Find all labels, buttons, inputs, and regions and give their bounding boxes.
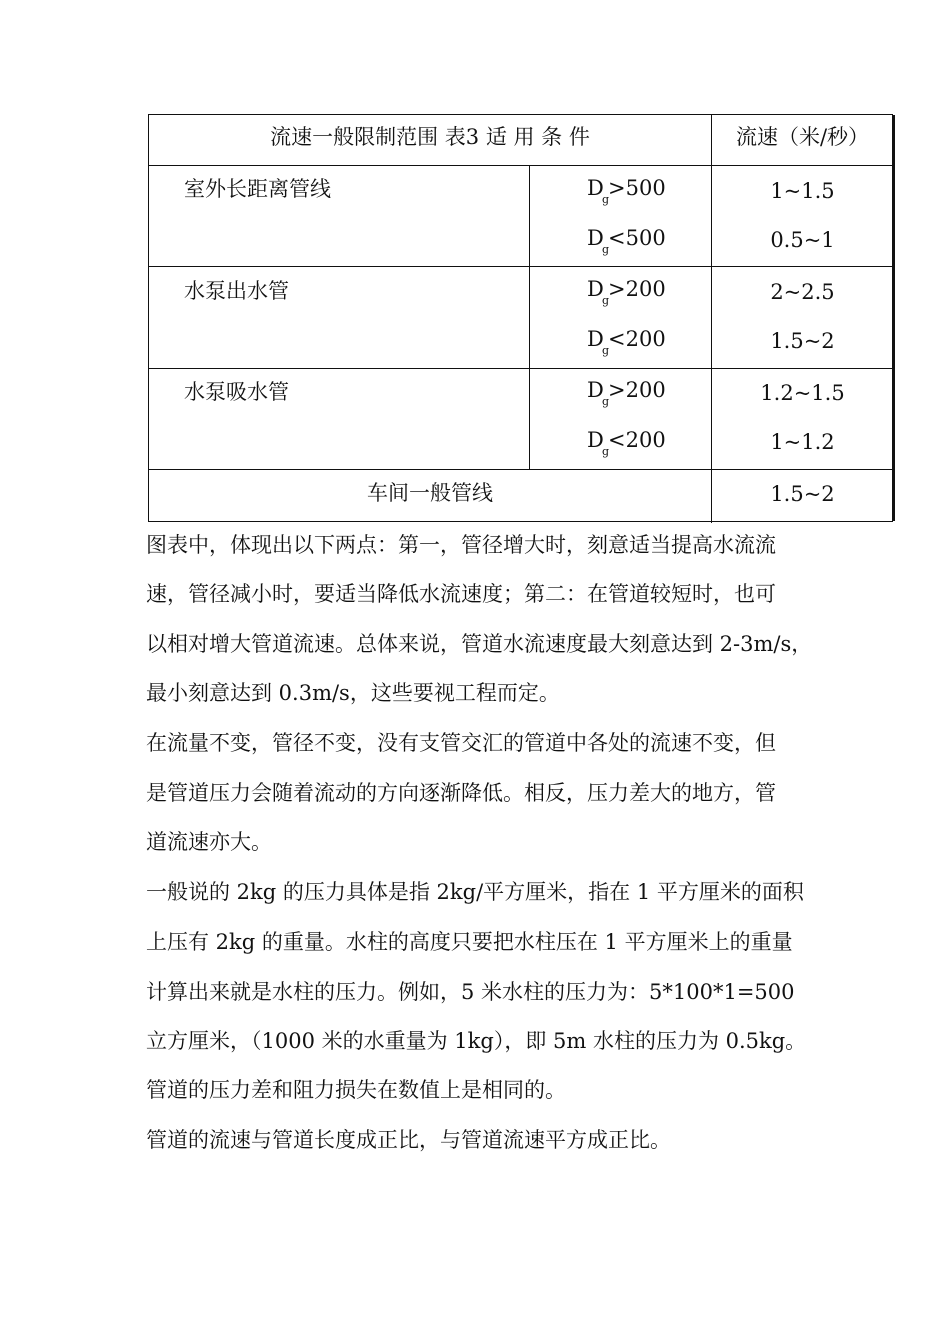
condition-value: <500 (608, 226, 666, 250)
text-line: 立方厘米，（1000 米的水重量为 1kg），即 5m 水柱的压力为 0.5kg。 (146, 1029, 807, 1053)
condition-symbol: D (587, 428, 604, 452)
condition-cell (529, 277, 711, 317)
category-label: 车间一般管线 (367, 481, 493, 505)
condition-cell (529, 327, 711, 367)
condition-value: >200 (608, 277, 666, 301)
condition-value: >500 (608, 176, 666, 200)
speed-value: 0.5~1 (770, 228, 835, 252)
condition-cell (529, 378, 711, 418)
speed-value: 1.2~1.5 (760, 381, 845, 405)
text-line: 管道的流速与管道长度成正比，与管道流速平方成正比。 (146, 1128, 671, 1152)
text-line: 一般说的 2kg 的压力具体是指 2kg/平方厘米，指在 1 平方厘米的面积 (146, 880, 804, 904)
text-line: 图表中，体现出以下两点：第一，管径增大时，刻意适当提高水流流 (146, 533, 776, 557)
table-edge-shadow (893, 115, 895, 521)
condition-symbol: D (587, 327, 604, 351)
table-header-speed: 流速（米/秒） (735, 125, 870, 149)
category-label: 水泵出水管 (184, 279, 289, 303)
condition-subscript: g (602, 445, 610, 458)
condition-subscript: g (602, 243, 610, 256)
table-divider (149, 469, 892, 470)
text-line: 以相对增大管道流速。总体来说，管道水流速度最大刻意达到 2-3m/s， (146, 632, 813, 656)
condition-cell (529, 428, 711, 468)
speed-value: 1~1.5 (770, 179, 835, 203)
table-header-title: 流速一般限制范围 表3 适 用 条 件 (270, 125, 590, 149)
category-label: 室外长距离管线 (184, 177, 331, 201)
text-line: 是管道压力会随着流动的方向逐渐降低。相反，压力差大的地方，管 (146, 781, 776, 805)
condition-subscript: g (602, 344, 610, 357)
condition-value: >200 (608, 378, 666, 402)
condition-subscript: g (602, 294, 610, 307)
table-divider (149, 165, 892, 166)
text-line: 在流量不变，管径不变，没有支管交汇的管道中各处的流速不变，但 (146, 731, 776, 755)
text-line: 管道的压力差和阻力损失在数值上是相同的。 (146, 1078, 566, 1102)
text-line: 上压有 2kg 的重量。水柱的高度只要把水柱压在 1 平方厘米上的重量 (146, 930, 793, 954)
table-divider (149, 368, 892, 369)
condition-cell (529, 226, 711, 266)
text-line: 最小刻意达到 0.3m/s，这些要视工程而定。 (146, 681, 560, 705)
condition-symbol: D (587, 277, 604, 301)
category-label: 水泵吸水管 (184, 380, 289, 404)
text-line: 速，管径减小时，要适当降低水流速度；第二：在管道较短时，也可 (146, 582, 776, 606)
speed-value: 1.5~2 (770, 482, 835, 506)
condition-value: <200 (608, 327, 666, 351)
text-line: 道流速亦大。 (146, 830, 272, 854)
text-line: 计算出来就是水柱的压力。例如，5 米水柱的压力为：5*100*1=500 (146, 980, 795, 1004)
condition-subscript: g (602, 395, 610, 408)
condition-subscript: g (602, 193, 610, 206)
condition-value: <200 (608, 428, 666, 452)
condition-symbol: D (587, 378, 604, 402)
speed-value: 1~1.2 (770, 430, 835, 454)
table-divider (711, 115, 712, 523)
table-divider (149, 266, 892, 267)
flow-speed-table (148, 114, 893, 522)
speed-value: 2~2.5 (770, 280, 835, 304)
condition-symbol: D (587, 226, 604, 250)
condition-symbol: D (587, 176, 604, 200)
condition-cell (529, 176, 711, 216)
speed-value: 1.5~2 (770, 329, 835, 353)
